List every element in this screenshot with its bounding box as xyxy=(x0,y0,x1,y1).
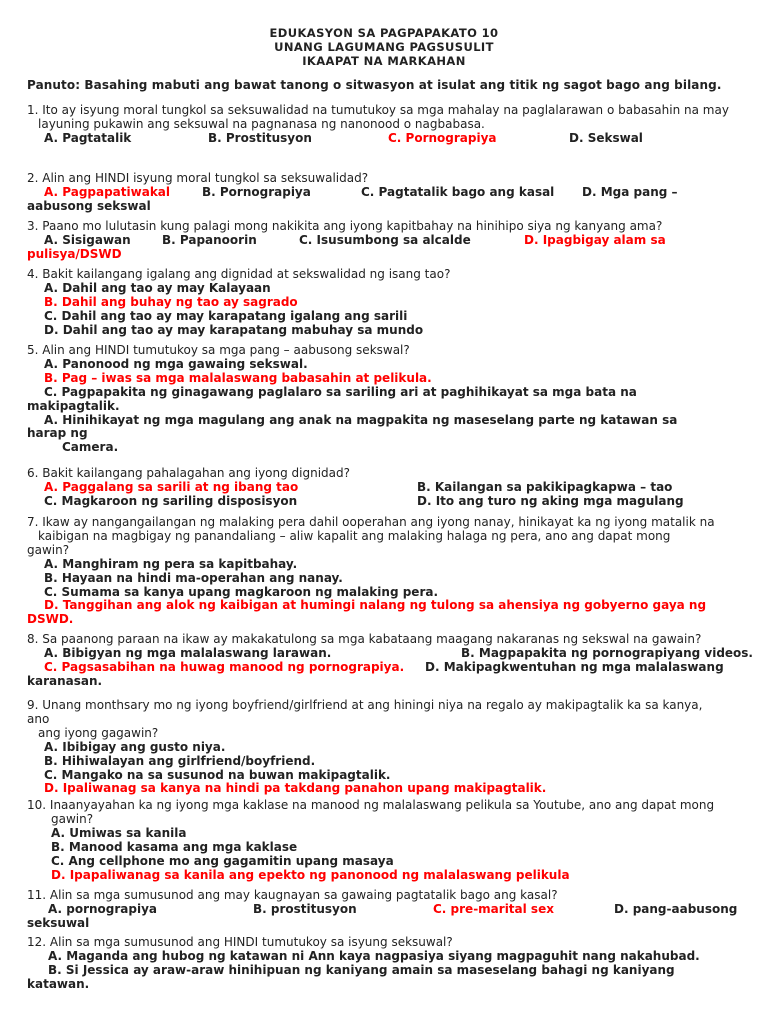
question-stem: 5. Alin ang HINDI tumutukoy sa mga pang – aabusong sekswal? xyxy=(27,343,410,357)
choice-d-continued: pulisya/DSWD xyxy=(27,246,122,261)
choice-d: A. Hinihikayat ng mga magulang ang anak na magpakita ng maseselang parte ng katawan sa xyxy=(44,412,678,427)
question-stem: 7. Ikaw ay nangangailangan ng malaking pera dahil ooperahan ang iyong nanay, hinikayat ka ng iyong matalik na xyxy=(27,515,715,529)
choice-d-continued: seksuwal xyxy=(27,915,90,930)
question-stem: 8. Sa paanong paraan na ikaw ay makakatulong sa mga kabataang maagang nakaranas ng sekswal na gawain? xyxy=(27,632,702,646)
choice-a: A. Manghiram ng pera sa kapitbahay. xyxy=(44,556,298,571)
choice-a: A. Ibibigay ang gusto niya. xyxy=(44,739,226,754)
choice-c-answer: C. Pornograpiya xyxy=(388,130,497,145)
choice-c: C. Ang cellphone mo ang gagamitin upang masaya xyxy=(51,853,394,868)
choice-d: D. Makipagkwentuhan ng mga malalaswang xyxy=(425,659,724,674)
choice-b: B. Hihiwalayan ang girlfriend/boyfriend. xyxy=(44,753,316,768)
question-stem: 9. Unang monthsary mo ng iyong boyfriend/girlfriend at ang hiningi niya na regalo ay makipagtalik ka sa kanya, xyxy=(27,698,703,712)
question-11 xyxy=(27,889,752,931)
choice-d-continued: karanasan. xyxy=(27,673,103,688)
choice-b: B. Papanoorin xyxy=(162,232,257,247)
question-stem: 2. Alin ang HINDI isyung moral tungkol sa seksuwalidad? xyxy=(27,171,369,185)
question-stem: 11. Alin sa mga sumusunod ang may kaugnayan sa gawaing pagtatalik bago ang kasal? xyxy=(27,888,558,902)
choice-a: A. Dahil ang tao ay may Kalayaan xyxy=(44,280,271,295)
question-stem: ano xyxy=(27,711,50,726)
choice-c-answer: C. pre-marital sex xyxy=(433,901,554,916)
choice-d-continued: aabusong sekswal xyxy=(27,198,151,213)
choice-d: D. Sekswal xyxy=(569,130,643,145)
choice-c: C. Pagpapakita ng ginagawang paglalaro sa sariling ari at paghihikayat sa mga bata na xyxy=(44,384,637,399)
choice-b: B. Magpapakita ng pornograpiyang videos. xyxy=(461,645,753,660)
choice-a-answer: A. Paggalang sa sarili at ng ibang tao xyxy=(44,479,299,494)
question-4 xyxy=(27,268,752,338)
choice-b: B. Hayaan na hindi ma-operahan ang nanay. xyxy=(44,570,343,585)
choice-a: A. pornograpiya xyxy=(48,901,158,916)
choice-d: D. Dahil ang tao ay may karapatang mabuhay sa mundo xyxy=(44,322,424,337)
question-stem: ang iyong gagawin? xyxy=(38,725,159,740)
choice-a: A. Umiwas sa kanila xyxy=(51,825,187,840)
question-stem: kaibigan na magbigay ng panandaliang – aliw kapalit ang malaking halaga ng pera, ano ang dapat mong xyxy=(38,528,671,543)
question-stem: 4. Bakit kailangang igalang ang dignidad at sekswalidad ng isang tao? xyxy=(27,267,451,281)
question-2 xyxy=(27,172,752,214)
question-6 xyxy=(27,467,752,509)
choice-c: C. Mangako na sa susunod na buwan makipagtalik. xyxy=(44,767,391,782)
question-stem: 12. Alin sa mga sumusunod ang HINDI tumutukoy sa isyung seksuwal? xyxy=(27,935,453,949)
question-stem: gawin? xyxy=(51,811,94,826)
choice-a: A. Sisigawan xyxy=(44,232,131,247)
choice-c-continued: makipagtalik. xyxy=(27,398,120,413)
choice-c: C. Dahil ang tao ay may karapatang igalang ang sarili xyxy=(44,308,408,323)
header-subject: EDUKASYON SA PAGPAPAKATO 10 xyxy=(269,26,499,40)
choice-b: B. Pornograpiya xyxy=(202,184,311,199)
question-stem: 6. Bakit kailangang pahalagahan ang iyong dignidad? xyxy=(27,466,351,480)
choice-c: C. Magkaroon ng sariling disposisyon xyxy=(44,493,298,508)
question-stem: layuning pukawin ang seksuwal na pagnanasa ng nanonood o nagbabasa. xyxy=(38,116,485,131)
question-3 xyxy=(27,220,752,262)
choice-d-continued: DSWD. xyxy=(27,612,74,627)
choice-d-answer: D. Tanggihan ang alok ng kaibigan at humingi nalang ng tulong sa ahensiya ng gobyerno gaya ng xyxy=(44,598,707,613)
choice-d: D. pang-aabusong xyxy=(614,901,738,916)
question-stem: gawin? xyxy=(27,542,70,557)
choice-a: A. Pagtatalik xyxy=(44,130,132,145)
question-5 xyxy=(27,344,752,455)
question-8 xyxy=(27,633,752,689)
choice-b-answer: B. Pag – iwas sa mga malalaswang babasahin at pelikula. xyxy=(44,370,432,385)
choice-b: B. prostitusyon xyxy=(253,901,357,916)
question-7 xyxy=(27,516,752,627)
choice-d: D. Mga pang – xyxy=(582,184,678,199)
question-1 xyxy=(27,104,752,146)
instructions: Panuto: Basahing mabuti ang bawat tanong o sitwasyon at isulat ang titik ng sagot bago ang bilang. xyxy=(27,78,722,92)
choice-d: D. Ito ang turo ng aking mga magulang xyxy=(417,493,684,508)
question-stem: 10. Inaanyayahan ka ng iyong mga kaklase na manood ng malalaswang pelikula sa Youtube, ano ang dapat mong xyxy=(27,798,715,812)
question-12 xyxy=(27,936,752,992)
choice-b: B. Manood kasama ang mga kaklase xyxy=(51,839,298,854)
choice-d-answer: D. Ipagbigay alam sa xyxy=(524,232,666,247)
choice-d-answer: D. Ipaliwanag sa kanya na hindi pa takdang panahon upang makipagtalik. xyxy=(44,781,547,796)
choice-a: A. Bibigyan ng mga malalaswang larawan. xyxy=(44,645,332,660)
header-exam-title: UNANG LAGUMANG PAGSUSULIT xyxy=(274,40,494,54)
question-stem: 3. Paano mo lulutasin kung palagi mong nakikita ang iyong kapitbahay na hinihipo siya ng kanyang ama? xyxy=(27,219,663,233)
choice-c: C. Isusumbong sa alcalde xyxy=(299,232,471,247)
choice-c: C. Pagtatalik bago ang kasal xyxy=(361,184,555,199)
choice-a: A. Maganda ang hubog ng katawan ni Ann kaya nagpasiya siyang magpaguhit nang nakahubad. xyxy=(48,948,700,963)
question-9 xyxy=(27,699,752,796)
choice-b-answer: B. Dahil ang buhay ng tao ay sagrado xyxy=(44,294,298,309)
question-stem: 1. Ito ay isyung moral tungkol sa seksuwalidad na tumutukoy sa mga mahalay na paglalarawan o babasahin na may xyxy=(27,103,729,117)
choice-b: B. Kailangan sa pakikipagkapwa – tao xyxy=(417,479,673,494)
choice-d-continued: Camera. xyxy=(62,440,119,455)
choice-c-answer: C. Pagsasabihan na huwag manood ng pornograpiya. xyxy=(44,659,405,674)
choice-d-answer: D. Ipapaliwanag sa kanila ang epekto ng panonood ng malalaswang pelikula xyxy=(51,867,570,882)
question-10 xyxy=(27,799,752,882)
choice-a: A. Panonood ng mga gawaing sekswal. xyxy=(44,356,308,371)
header-quarter: IKAAPAT NA MARKAHAN xyxy=(302,54,466,68)
choice-b-continued: katawan. xyxy=(27,976,90,991)
choice-a-answer: A. Pagpapatiwakal xyxy=(44,184,171,199)
exam-header xyxy=(0,26,768,68)
choice-d-continued: harap ng xyxy=(27,426,88,441)
choice-c: C. Sumama sa kanya upang magkaroon ng malaking pera. xyxy=(44,584,439,599)
choice-b: B. Prostitusyon xyxy=(208,130,312,145)
choice-b: B. Si Jessica ay araw-araw hinihipuan ng kaniyang amain sa maseselang bahagi ng kaniyang xyxy=(48,962,675,977)
